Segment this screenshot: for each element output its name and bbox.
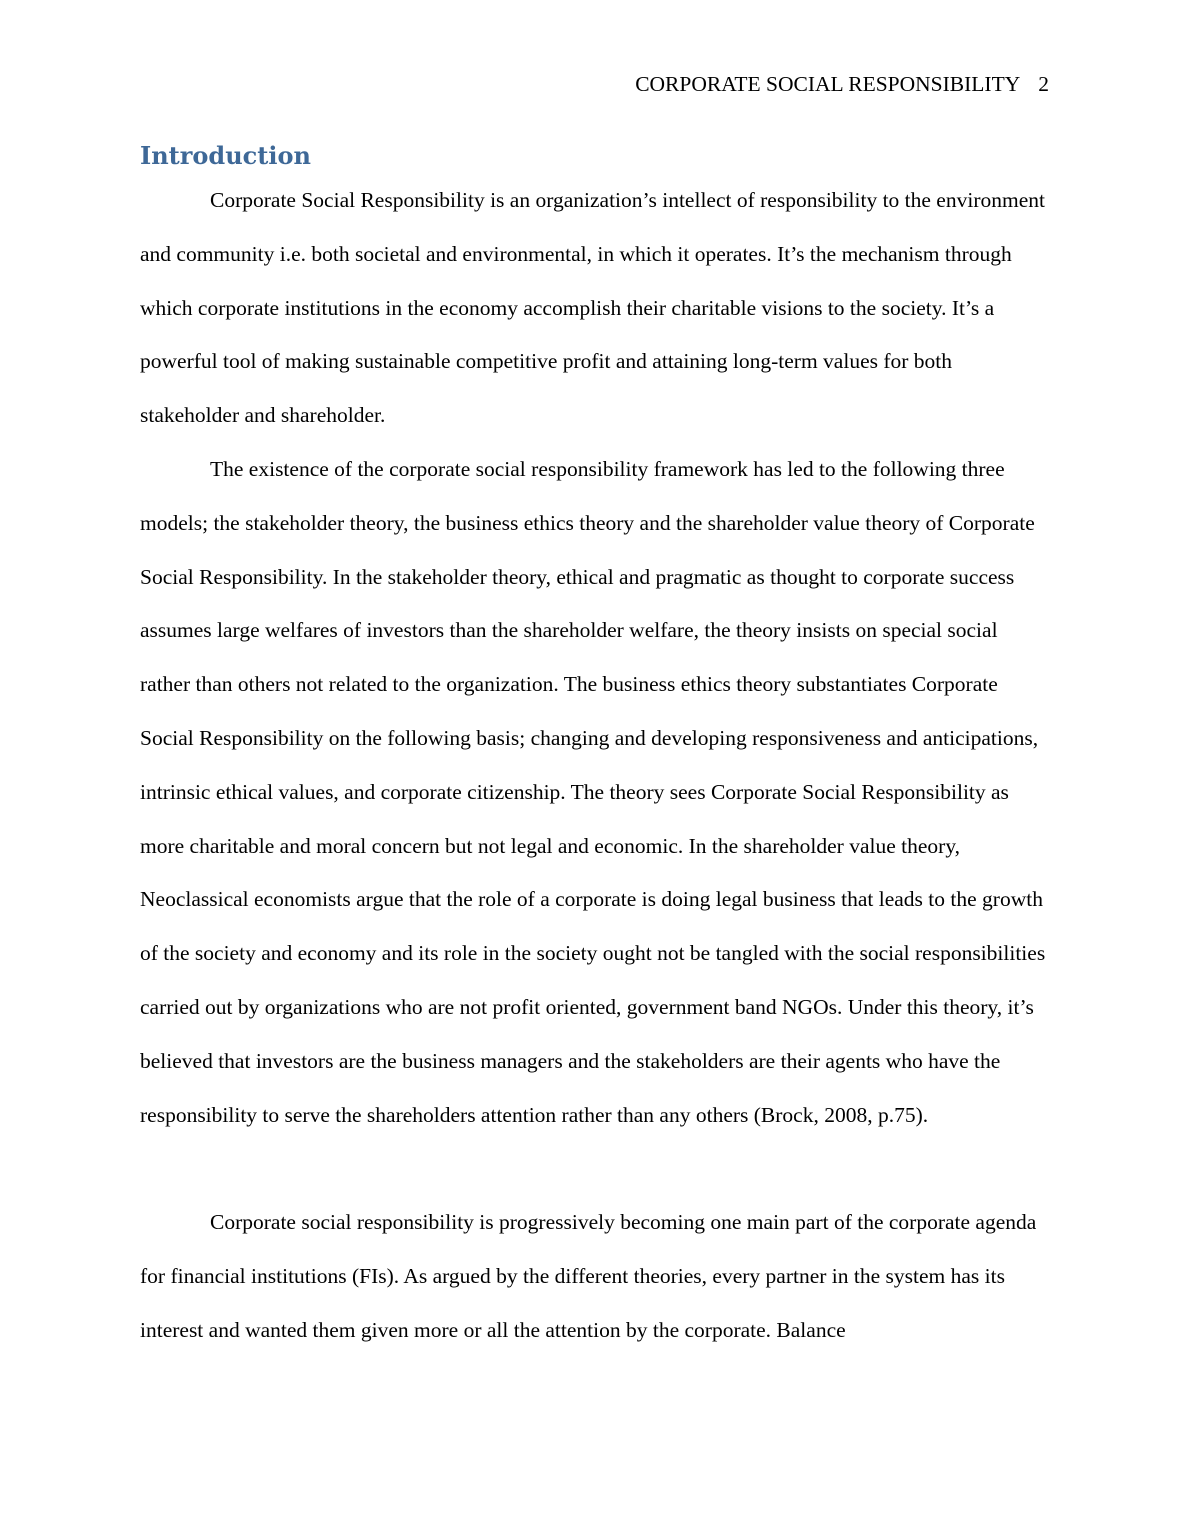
paragraph-spacer (140, 1142, 1050, 1196)
section-heading: Introduction (140, 141, 311, 170)
paragraph-definition: Corporate Social Responsibility is an organization’s intellect of responsibility to the environment and community i.e. both societal and environmental, in which it operates. It’s the mechanism through which corporate institutions in the economy accomplish their charitable visions to the society. It’s a powerful tool of making sustainable competitive profit and attaining long-term values for both stakeholder and shareholder. (140, 188, 1045, 428)
running-header (635, 70, 1049, 98)
page-number: 2 (1038, 72, 1049, 96)
running-title: CORPORATE SOCIAL RESPONSIBILITY (635, 72, 1021, 96)
paragraph-financial-institutions: Corporate social responsibility is progressively becoming one main part of the corporate agenda for financial institutions (FIs). As argued by the different theories, every partner in the system has its interest and wanted them given more or all the attention by the corporate. Balance (140, 1210, 1037, 1342)
paragraph-theories: The existence of the corporate social responsibility framework has led to the following three models; the stakeholder theory, the business ethics theory and the shareholder value theory of Corporate Social Responsibility. In the stakeholder theory, ethical and pragmatic as thought to corporate success assumes large welfares of investors than the shareholder welfare, the theory insists on special social rather than others not related to the organization. The business ethics theory substantiates Corporate Social Responsibility on the following basis; changing and developing responsiveness and anticipations, intrinsic ethical values, and corporate citizenship. The theory sees Corporate Social Responsibility as more charitable and moral concern but not legal and economic. In the shareholder value theory, Neoclassical economists argue that the role of a corporate is doing legal business that leads to the growth of the society and economy and its role in the society ought not be tangled with the social responsibilities carried out by organizations who are not profit oriented, government band NGOs. Under this theory, it’s believed that investors are the business managers and the stakeholders are their agents who have the responsibility to serve the shareholders attention rather than any others (Brock, 2008, p.75). (140, 456, 1046, 1127)
document-body (140, 138, 1050, 1358)
